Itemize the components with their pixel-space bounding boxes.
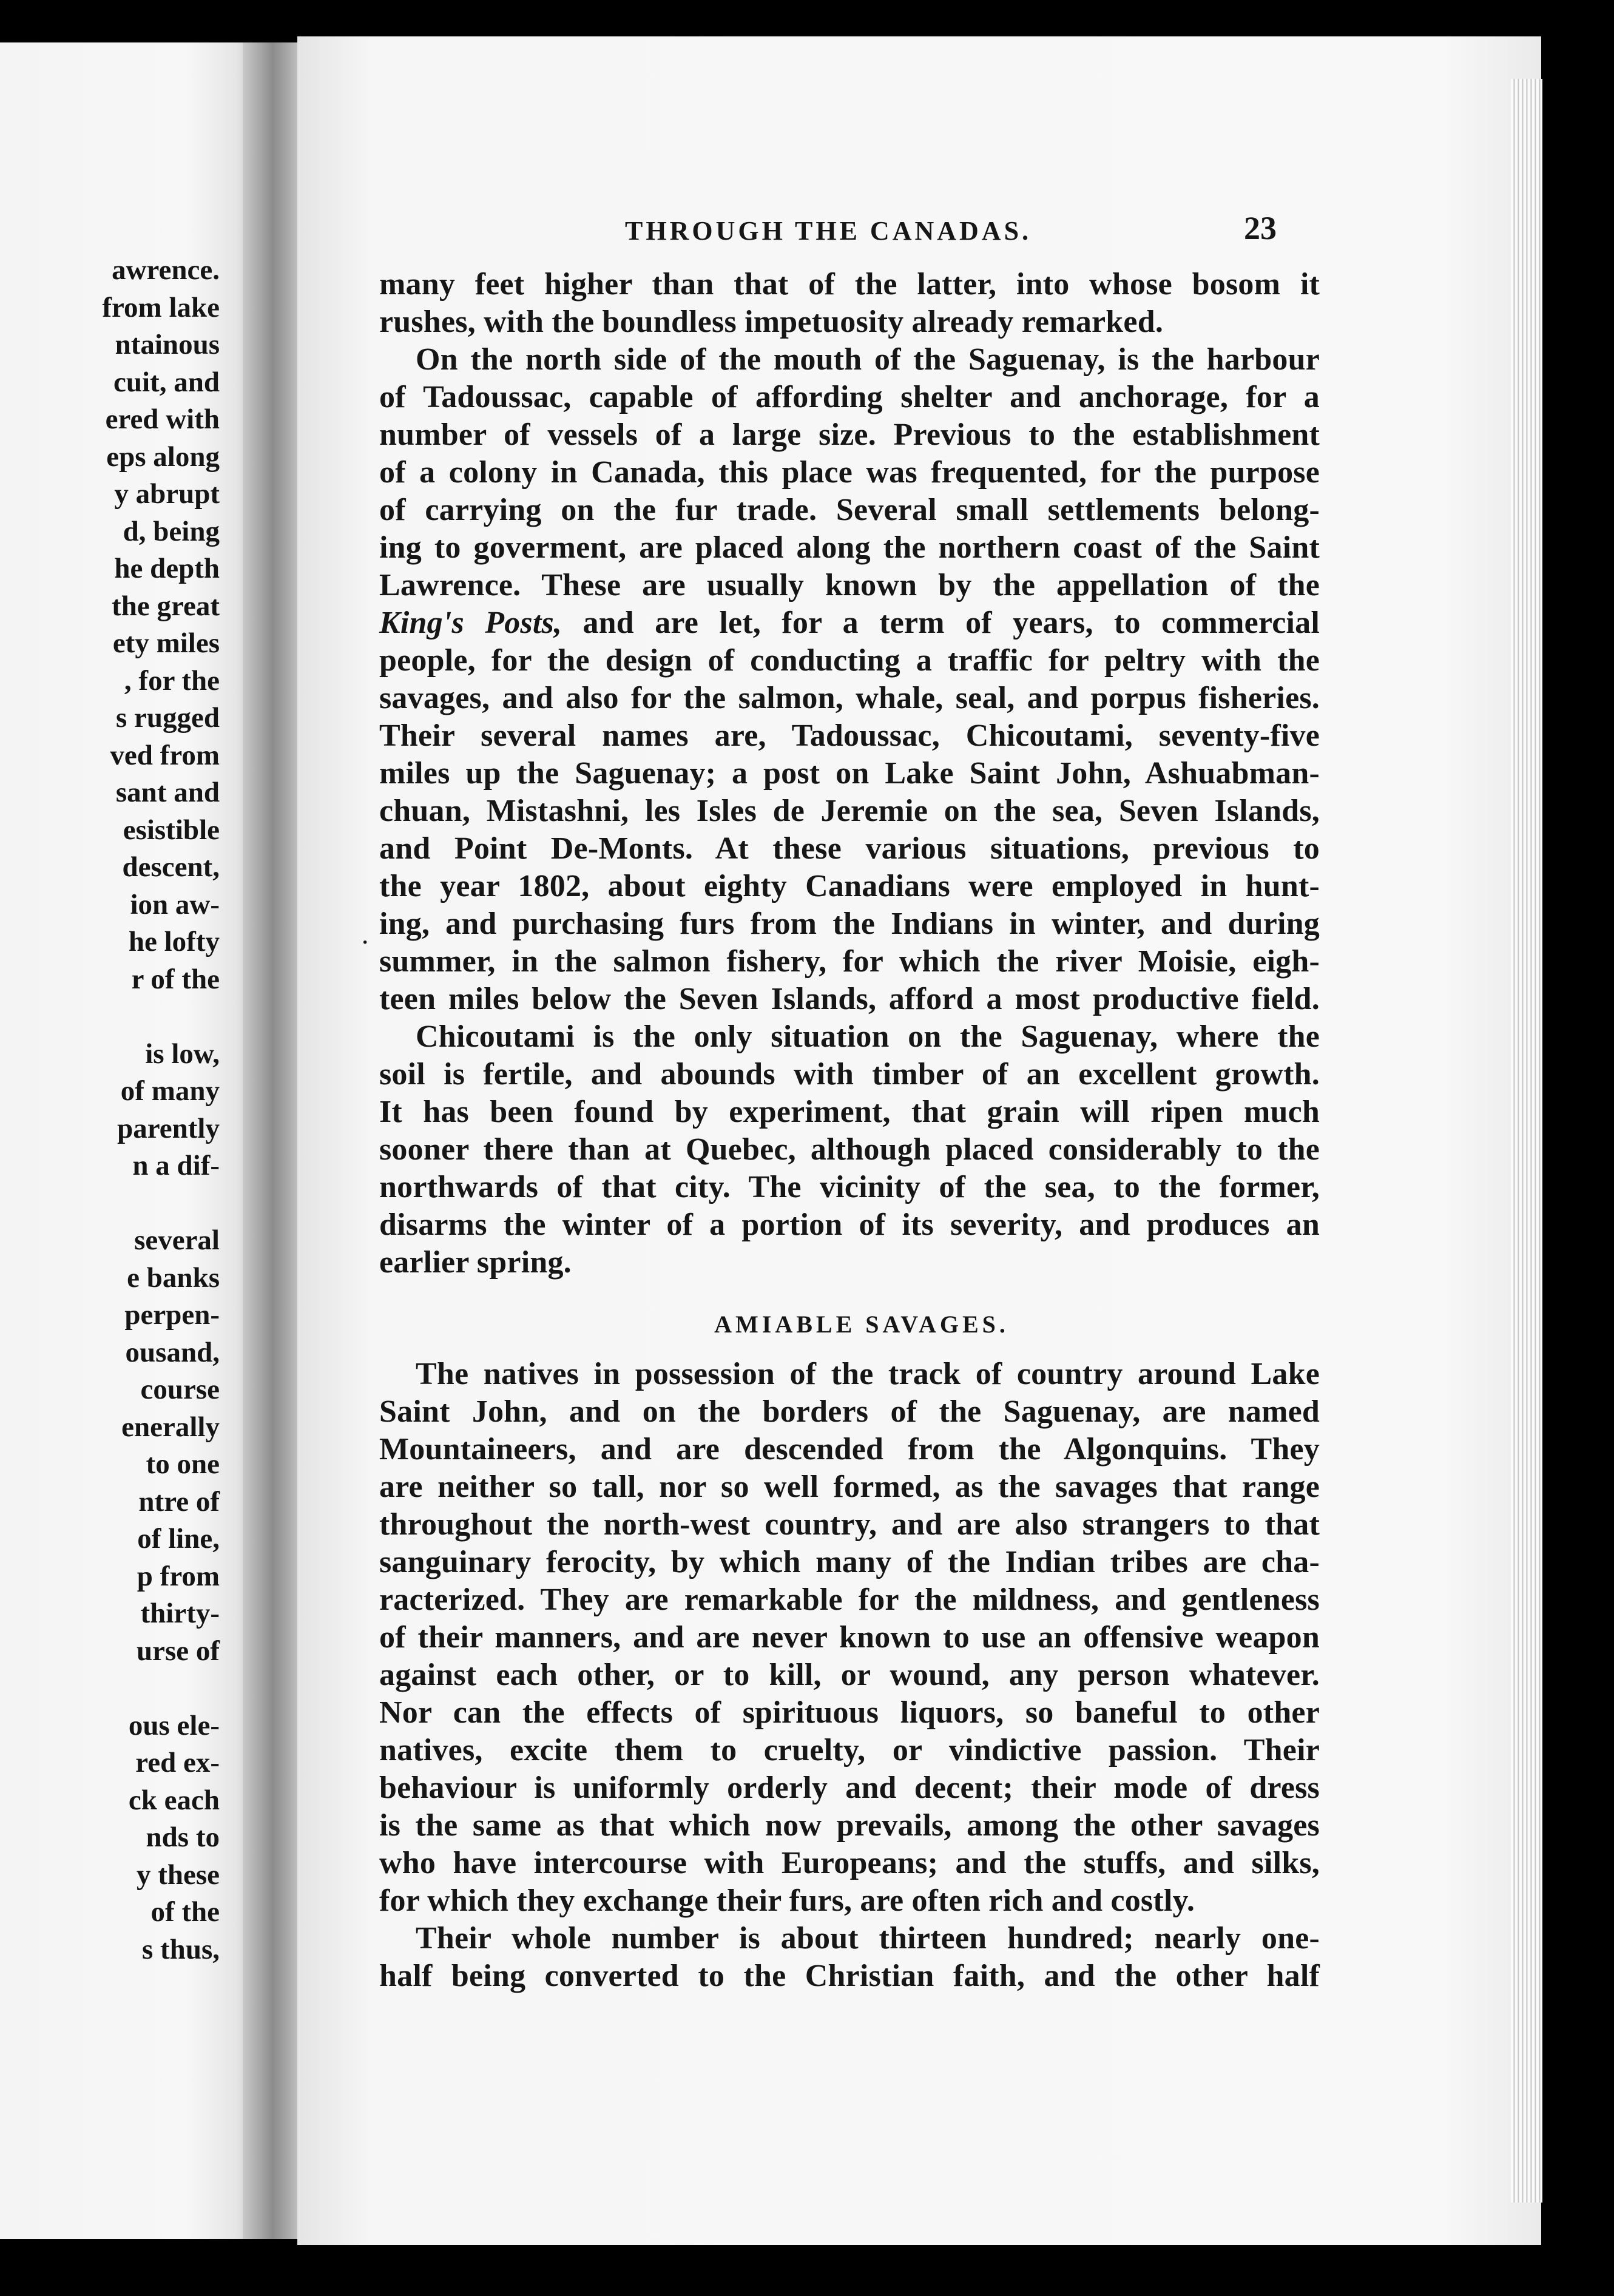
body-text — [379, 266, 1320, 1995]
paragraph — [379, 642, 1320, 1018]
left-text-line: eps along — [106, 441, 220, 473]
left-text-line: ousand, — [125, 1336, 220, 1368]
text-line: It has been found by experiment, that grain will ripen much — [379, 1095, 1320, 1129]
text-line: and Point De-Monts. At these various situations, previous to — [379, 831, 1320, 866]
left-text-line: several — [134, 1224, 220, 1256]
text-line: Saint John, and on the borders of the Saguenay, are named — [379, 1394, 1320, 1429]
left-text-line: ved from — [110, 739, 220, 771]
left-text-line: sant and — [115, 777, 220, 808]
left-text-line: urse of — [136, 1635, 220, 1667]
text-line: many feet higher than that of the latter, into whose bosom it — [379, 267, 1320, 302]
left-text-line: of the — [150, 1896, 220, 1928]
left-text-line: y abrupt — [114, 478, 220, 510]
text-line: miles up the Saguenay; a post on Lake Saint John, Ashuabman- — [379, 756, 1320, 791]
text-line: who have intercourse with Europeans; and the stuffs, and silks, — [379, 1846, 1320, 1880]
left-text-line — [0, 1670, 220, 1707]
left-text-line: of many — [120, 1075, 220, 1107]
text-line: are neither so tall, nor so well formed, as the savages that range — [379, 1470, 1320, 1504]
left-text-line: enerally — [121, 1411, 220, 1443]
text-line: number of vessels of a large size. Previous to the establishment — [379, 417, 1320, 452]
text-span: and are let, for a term of years, to commercial — [562, 606, 1320, 640]
left-text-line: the great — [112, 590, 220, 622]
page-number: 23 — [1244, 210, 1277, 246]
text-line: the year 1802, about eighty Canadians were employed in hunt- — [379, 869, 1320, 903]
paragraph — [379, 1356, 1320, 1920]
left-text-line — [0, 1185, 220, 1223]
left-text-line: course — [140, 1374, 220, 1405]
left-text-line: e banks — [127, 1261, 220, 1294]
text-line: On the north side of the mouth of the Saguenay, is the harbour — [416, 342, 1320, 377]
left-text-line: nds to — [146, 1822, 220, 1853]
left-text-line: descent, — [122, 851, 220, 883]
text-line: of their manners, and are never known to use an offensive weapon — [379, 1620, 1320, 1655]
left-text-line: , for the — [124, 664, 220, 697]
left-text-line: ous ele- — [128, 1709, 220, 1741]
text-line: behaviour is uniformly orderly and decent; their mode of dress — [379, 1771, 1320, 1805]
left-text-line: s thus, — [141, 1933, 220, 1965]
left-text-line: ck each — [128, 1784, 220, 1816]
section-heading: AMIABLE SAVAGES. — [714, 1311, 1009, 1338]
text-line: for which they exchange their furs, are often rich and costly. — [379, 1883, 1195, 1918]
left-text-line: to one — [146, 1448, 220, 1480]
text-line: disarms the winter of a portion of its severity, and produces an — [379, 1207, 1320, 1242]
left-text-line: he lofty — [128, 926, 220, 957]
left-page-text — [0, 252, 220, 1968]
text-line: The natives in possession of the track of country around Lake — [416, 1357, 1320, 1391]
text-line: of a colony in Canada, this place was frequented, for the purpose — [379, 455, 1320, 490]
text-line: Chicoutami is the only situation on the Saguenay, where the — [416, 1019, 1320, 1054]
left-text-line: thirty- — [140, 1598, 220, 1629]
left-text-line: cuit, and — [113, 366, 220, 398]
left-text-line: p from — [137, 1560, 220, 1592]
left-text-line: esistible — [123, 814, 220, 846]
left-text-line: ety miles — [112, 627, 220, 659]
left-text-line: perpen- — [124, 1299, 220, 1331]
left-text-line: parently — [117, 1112, 220, 1144]
left-text-line: ion aw- — [130, 888, 220, 920]
left-text-line: of line, — [137, 1523, 220, 1555]
text-line: rushes, with the boundless impetuosity already remarked. — [379, 305, 1164, 339]
text-line: sooner there than at Quebec, although placed considerably to the — [379, 1132, 1320, 1167]
text-line: Their several names are, Tadoussac, Chicoutami, seventy-five — [379, 718, 1320, 753]
left-text-line: ntre of — [138, 1485, 220, 1518]
left-text-line: from lake — [102, 291, 220, 323]
paragraph — [379, 266, 1320, 341]
text-line: is the same as that which now prevails, among the other savages — [379, 1808, 1320, 1843]
text-line: people, for the design of conducting a traffic for peltry with the — [379, 643, 1320, 678]
text-line: Nor can the effects of spirituous liquors, so baneful to other — [379, 1695, 1320, 1730]
text-line: ing, and purchasing furs from the Indians in winter, and during — [379, 907, 1320, 941]
text-line: of Tadoussac, capable of affording shelter and anchorage, for a — [379, 380, 1320, 414]
text-line: summer, in the salmon fishery, for which the river Moisie, eigh- — [379, 944, 1320, 979]
italic-term: King's Posts, — [379, 606, 562, 640]
text-line: throughout the north-west country, and are also strangers to that — [379, 1507, 1320, 1542]
text-line: natives, excite them to cruelty, or vindictive passion. Their — [379, 1733, 1320, 1768]
left-page — [0, 42, 267, 2239]
text-line: northwards of that city. The vicinity of the sea, to the former, — [379, 1170, 1320, 1204]
paragraph — [379, 341, 1320, 604]
running-head: THROUGH THE CANADAS. — [625, 216, 1032, 246]
text-line: Mountaineers, and are descended from the Algonquins. They — [379, 1432, 1320, 1467]
text-line: soil is fertile, and abounds with timber of an excellent growth. — [379, 1057, 1320, 1092]
left-text-line: he depth — [114, 553, 220, 584]
left-text-line: ered with — [105, 403, 220, 435]
left-text-line: ntainous — [115, 329, 220, 360]
left-text-line: n a dif- — [132, 1150, 220, 1181]
margin-mark: · — [362, 931, 369, 954]
left-text-line: r of the — [131, 963, 220, 995]
text-line — [379, 604, 1320, 642]
text-line: sanguinary ferocity, by which many of the Indian tribes are cha- — [379, 1545, 1320, 1579]
text-line: Their whole number is about thirteen hundred; nearly one- — [416, 1921, 1320, 1956]
text-line: ing to goverment, are placed along the northern coast of the Saint — [379, 530, 1320, 565]
text-line: teen miles below the Seven Islands, afford a most productive field. — [379, 982, 1320, 1016]
paragraph — [379, 1018, 1320, 1281]
text-line: half being converted to the Christian faith, and the other half — [379, 1959, 1320, 1993]
left-text-line: awrence. — [112, 254, 220, 286]
text-line: chuan, Mistashni, les Isles de Jeremie on the sea, Seven Islands, — [379, 794, 1320, 828]
left-text-line: red ex- — [135, 1747, 220, 1778]
left-text-line: is low, — [145, 1038, 220, 1070]
left-text-line: d, being — [123, 515, 220, 547]
page-edge — [1511, 79, 1542, 2203]
text-line: racterized. They are remarkable for the mildness, and gentleness — [379, 1582, 1320, 1617]
paragraph — [379, 1920, 1320, 1995]
text-line: of carrying on the fur trade. Several small settlements belong- — [379, 493, 1320, 527]
text-line: earlier spring. — [379, 1245, 572, 1280]
left-text-line — [0, 998, 220, 1036]
text-line: against each other, or to kill, or wound, any person whatever. — [379, 1658, 1320, 1692]
left-text-line: y these — [136, 1859, 220, 1891]
text-line: savages, and also for the salmon, whale, seal, and porpus fisheries. — [379, 681, 1320, 715]
text-line: Lawrence. These are usually known by the appellation of the — [379, 568, 1320, 603]
left-text-line: s rugged — [115, 702, 220, 734]
